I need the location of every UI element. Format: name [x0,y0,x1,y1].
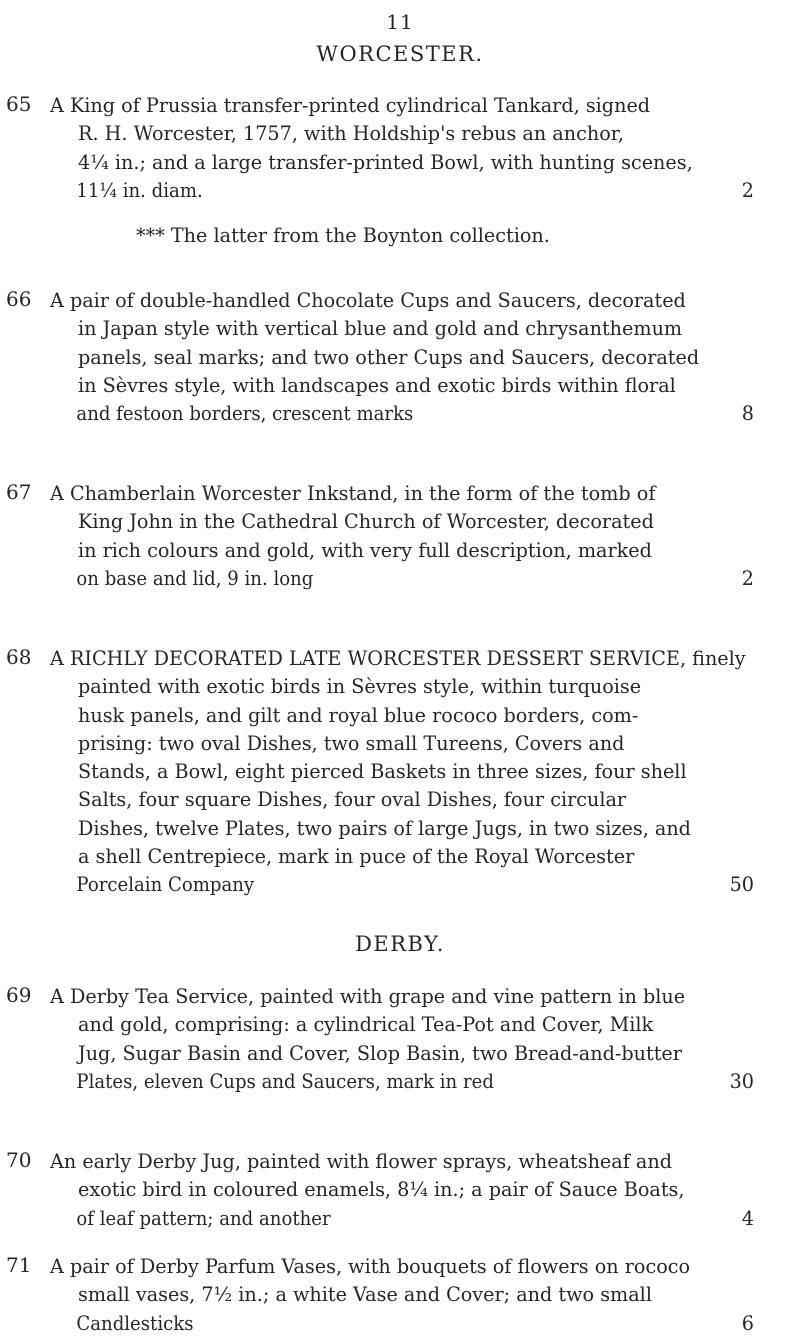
lot-line: in Sèvres style, with landscapes and exotic birds within floral [78,373,676,397]
lot-number: 65 [6,92,32,116]
lot-line: R. H. Worcester, 1757, with Holdship's rebus an anchor, [78,122,624,146]
lot-line: A Chamberlain Worcester Inkstand, in the form of the tomb of [50,482,656,505]
lot-description [50,645,754,900]
lot-description [50,287,754,428]
lot-number: 70 [6,1148,32,1172]
lot-number: 71 [6,1253,32,1277]
lot-line: A RICHLY DECORATED LATE WORCESTER DESSERT SERVICE, finely [50,647,746,670]
lot-price: 2 [741,566,754,590]
lot-price: 8 [741,402,754,426]
lot-line: of leaf pattern; and another [76,1206,331,1230]
lot-line: and festoon borders, crescent marks [76,402,414,426]
lot-price: 2 [741,178,754,202]
lot-line: exotic bird in coloured enamels, 8¼ in.; a pair of Sauce Boats, [78,1178,685,1202]
lot-line: A Derby Tea Service, painted with grape and vine pattern in blue [50,985,686,1008]
lot-line: Stands, a Bowl, eight pierced Baskets in three sizes, four shell [78,760,687,784]
lot-line: in Japan style with vertical blue and gold and chrysanthemum [78,317,683,341]
lot-line: Candlesticks [76,1311,194,1335]
lot-line: Dishes, twelve Plates, two pairs of large Jugs, in two sizes, and [78,816,691,840]
page-number: 11 [386,10,414,34]
lot-line: on base and lid, 9 in. long [76,566,314,590]
lot-line: A pair of double-handled Chocolate Cups and Saucers, decorated [50,289,686,312]
lot-line: Jug, Sugar Basin and Cover, Slop Basin, two Bread-and-butter [78,1041,682,1065]
lot-line: painted with exotic birds in Sèvres style, within turquoise [78,675,642,699]
lot-line: and gold, comprising: a cylindrical Tea-Pot and Cover, Milk [78,1013,654,1037]
lot-number: 67 [6,480,32,504]
lot-line: panels, seal marks; and two other Cups and Saucers, decorated [78,345,700,369]
lot-line: Porcelain Company [76,873,255,897]
lot-line: 11¼ in. diam. [76,178,203,202]
lot-description [50,92,754,205]
lot-line: a shell Centrepiece, mark in puce of the Royal Worcester [78,845,635,869]
provenance-note: *** The latter from the Boynton collection. [136,224,550,247]
lot-price: 6 [741,1311,754,1335]
lot-line: An early Derby Jug, painted with flower sprays, wheatsheaf and [50,1150,673,1173]
lot-description [50,480,754,593]
lot-line: A King of Prussia transfer-printed cylindrical Tankard, signed [50,94,651,117]
lot-description [50,1253,754,1338]
lot-number: 69 [6,983,32,1007]
lot-line: A pair of Derby Parfum Vases, with bouquets of flowers on rococo [50,1255,691,1278]
lot-description [50,1148,754,1233]
lot-number: 68 [6,645,32,669]
lot-number: 66 [6,287,32,311]
lot-line: husk panels, and gilt and royal blue rococo borders, com- [78,703,639,727]
lot-price: 4 [741,1206,754,1230]
lot-line: in rich colours and gold, with very full description, marked [78,538,652,562]
lot-line: prising: two oval Dishes, two small Tureens, Covers and [78,731,625,755]
lot-price: 50 [729,873,754,897]
lot-line: 4¼ in.; and a large transfer-printed Bowl, with hunting scenes, [78,150,693,174]
section-heading-worcester: WORCESTER. [316,42,484,66]
lot-line: Plates, eleven Cups and Saucers, mark in red [76,1069,494,1093]
lot-line: King John in the Cathedral Church of Worcester, decorated [78,510,654,534]
lot-line: small vases, 7½ in.; a white Vase and Cover; and two small [78,1283,652,1307]
lot-description [50,983,754,1096]
section-heading-derby: DERBY. [355,932,445,956]
lot-price: 30 [729,1069,754,1093]
lot-line: Salts, four square Dishes, four oval Dishes, four circular [78,788,627,812]
